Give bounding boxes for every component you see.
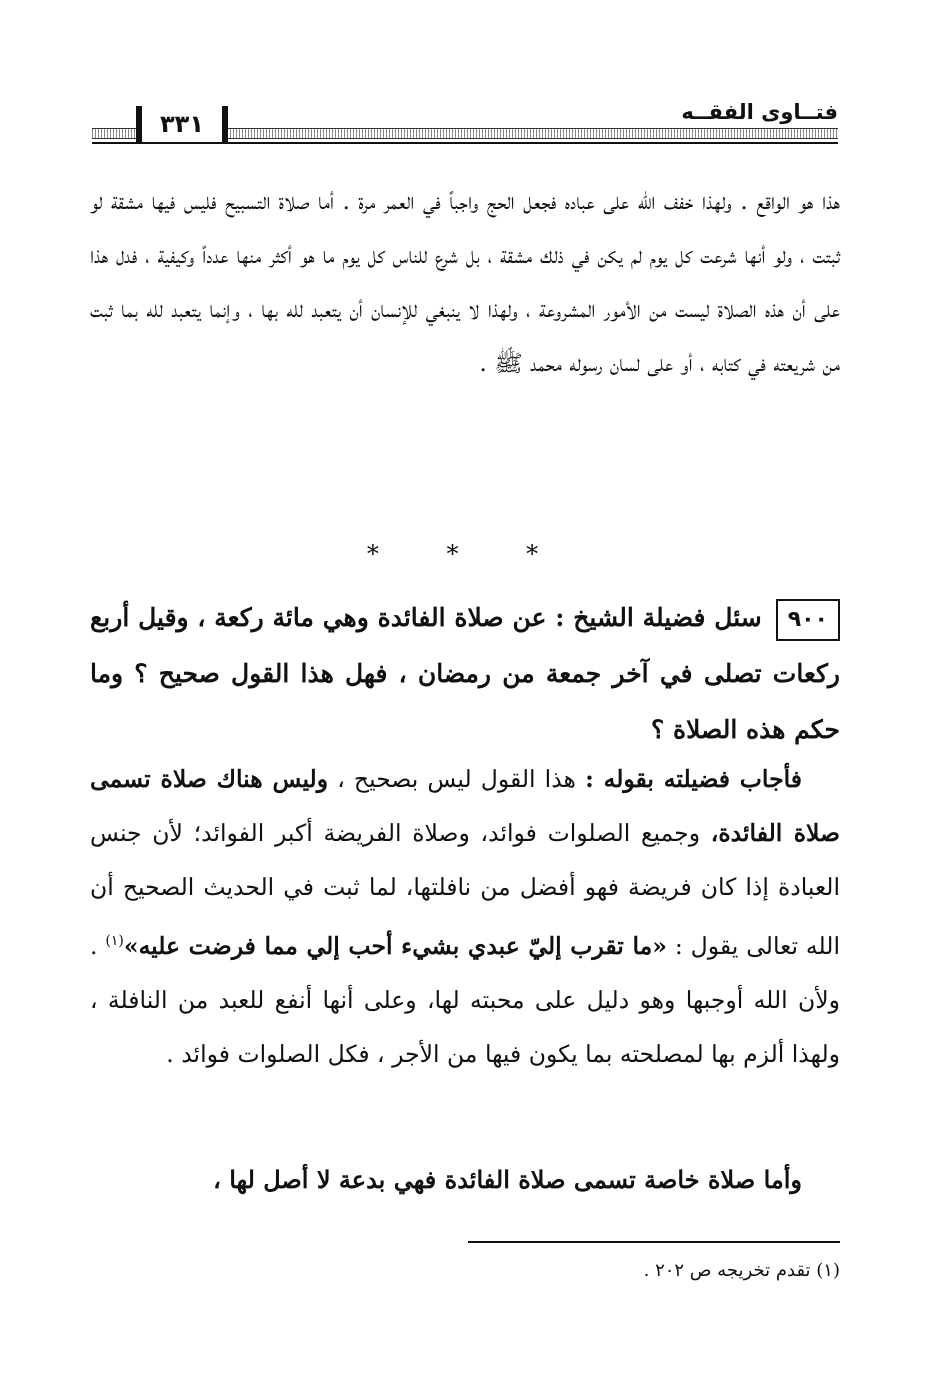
footnote: (١) تقدم تخريجه ص ٢٠٢ . bbox=[643, 1260, 840, 1281]
page-number: ٣٣١ bbox=[136, 106, 228, 142]
answer-s3: وجميع الصلوات فوائد، وصلاة الفريضة أكبر الفوائد؛ لأن جنس العبادة إذا كان فريضة فهو أفضل من نافلتها، لما ثبت في الحديث الصحيح أن الله تعالى يقول : bbox=[90, 819, 840, 960]
fatwa-number: ٩٠٠ bbox=[776, 599, 840, 641]
paragraph-1: هذا هو الواقع . ولهذا خفف الله على عباده فجعل الحج واجباً في العمر مرة . أما صلاة التسبيح فليس فيها مشقة لو ثبتت ، ولو أنها شرعت كل يوم لم يكن في ذلك مشقة ، بل شرع للناس كل يوم ما هو أكثر منها عدداً وكيفية ، فدل هذا على أن هذه الصلاة ليست من الأمور المشروعة ، ولهذا لا ينبغي للإنسان أن يتعبد لله بها ، وإنما يتعبد لله بما ثبت من شريعته في كتابه ، أو على لسان رسوله محمد ﷺ . bbox=[90, 187, 840, 377]
answer-s1: هذا القول ليس بصحيح ، bbox=[337, 765, 576, 793]
header-rule bbox=[92, 142, 838, 144]
last-paragraph-text: وأما صلاة خاصة تسمى صلاة الفائدة فهي بدعة لا أصل لها ، bbox=[213, 1165, 802, 1194]
question-text: سئل فضيلة الشيخ : عن صلاة الفائدة وهي مائة ركعة ، وقيل أربع ركعات تصلى في آخر جمعة من رمضان ، فهل هذا القول صحيح ؟ وما حكم هذه الصلاة ؟ bbox=[90, 603, 840, 744]
answer-s4: . ولأن الله أوجبها وهو دليل على محبته لها، وعلى أنها أنفع للعبد من النافلة ، ولهذا ألزم بها لمصلحته بما يكون فيها من الأجر ، فكل الصلوات فوائد . bbox=[90, 931, 840, 1068]
footnote-rule bbox=[468, 1241, 840, 1243]
footnote-marker: (١) bbox=[105, 933, 124, 949]
section-separator: * * * bbox=[366, 540, 569, 568]
page-header bbox=[92, 100, 838, 146]
last-paragraph bbox=[90, 1160, 840, 1200]
question-paragraph bbox=[90, 590, 840, 758]
answer-s2: وليس هناك صلاة تسمى صلاة الفائدة، bbox=[90, 765, 840, 847]
hadith-quote: «ما تقرب إليّ عبدي بشيء أحب إلي مما فرضت عليه» bbox=[123, 931, 667, 960]
running-title: فتــاوى الفقــه bbox=[681, 100, 838, 124]
answer-paragraph bbox=[90, 752, 840, 1081]
answer-lead: فأجاب فضيلته بقوله : bbox=[585, 765, 802, 793]
